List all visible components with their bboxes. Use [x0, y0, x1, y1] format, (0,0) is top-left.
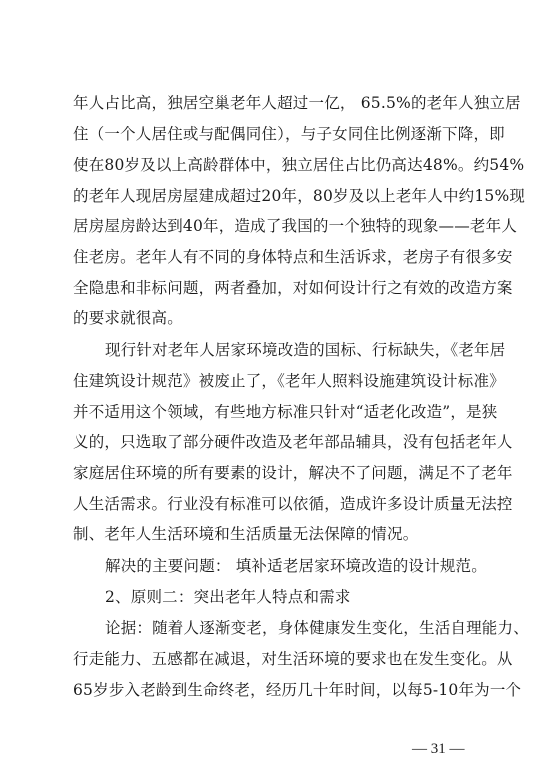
text-line: 的老年人现居房屋建成超过20年，80岁及以上老年人中约15%现: [73, 187, 526, 205]
text-line: 义的，只选取了部分硬件改造及老年部品辅具，没有包括老年人: [73, 433, 513, 451]
text-line: 年人占比高，独居空巢老年人超过一亿， 65.5%的老年人独立居: [73, 94, 521, 112]
text-line: 行走能力、五感都在减退，对生活环境的要求也在发生变化。从: [73, 650, 513, 668]
text-line: 现行针对老年人居家环境改造的国标、行标缺失，《老年居: [105, 341, 506, 359]
text-line: 住老房。老年人有不同的身体特点和生活诉求，老房子有很多安: [73, 248, 513, 266]
page-number: — 31 —: [412, 741, 465, 757]
text-line: 论据：随着人逐渐变老，身体健康发生变化，生活自理能力、: [105, 619, 529, 637]
text-line: 家庭居住环境的所有要素的设计，解决不了问题，满足不了老年: [73, 464, 513, 482]
text-line: 并不适用这个领域，有些地方标准只针对“适老化改造”，是狭: [73, 403, 498, 421]
text-line: 制、老年人生活环境和生活质量无法保障的情况。: [73, 525, 419, 543]
text-line: 住（一个人居住或与配偶同住），与子女同住比例逐渐下降，即: [73, 125, 505, 143]
text-line: 65岁步入老龄到生命终老，经历几十年时间，以每5-10年为一个: [73, 681, 522, 699]
text-line: 人生活需求。行业没有标准可以依循，造成许多设计质量无法控: [73, 495, 513, 513]
text-line: 全隐患和非标问题，两者叠加，对如何设计行之有效的改造方案: [73, 279, 513, 297]
text-line: 居房屋房龄达到40年，造成了我国的一个独特的现象——老年人: [73, 217, 518, 235]
section-heading: 2、原则二：突出老年人特点和需求: [105, 588, 351, 606]
text-line: 解决的主要问题： 填补适老居家环境改造的设计规范。: [105, 557, 487, 575]
text-line: 的要求就很高。: [73, 309, 183, 327]
text-line: 使在80岁及以上高龄群体中，独立居住占比仍高达48%。约54%: [73, 156, 525, 174]
text-line: 住建筑设计规范》被废止了，《老年人照料设施建筑设计标准》: [73, 372, 505, 390]
